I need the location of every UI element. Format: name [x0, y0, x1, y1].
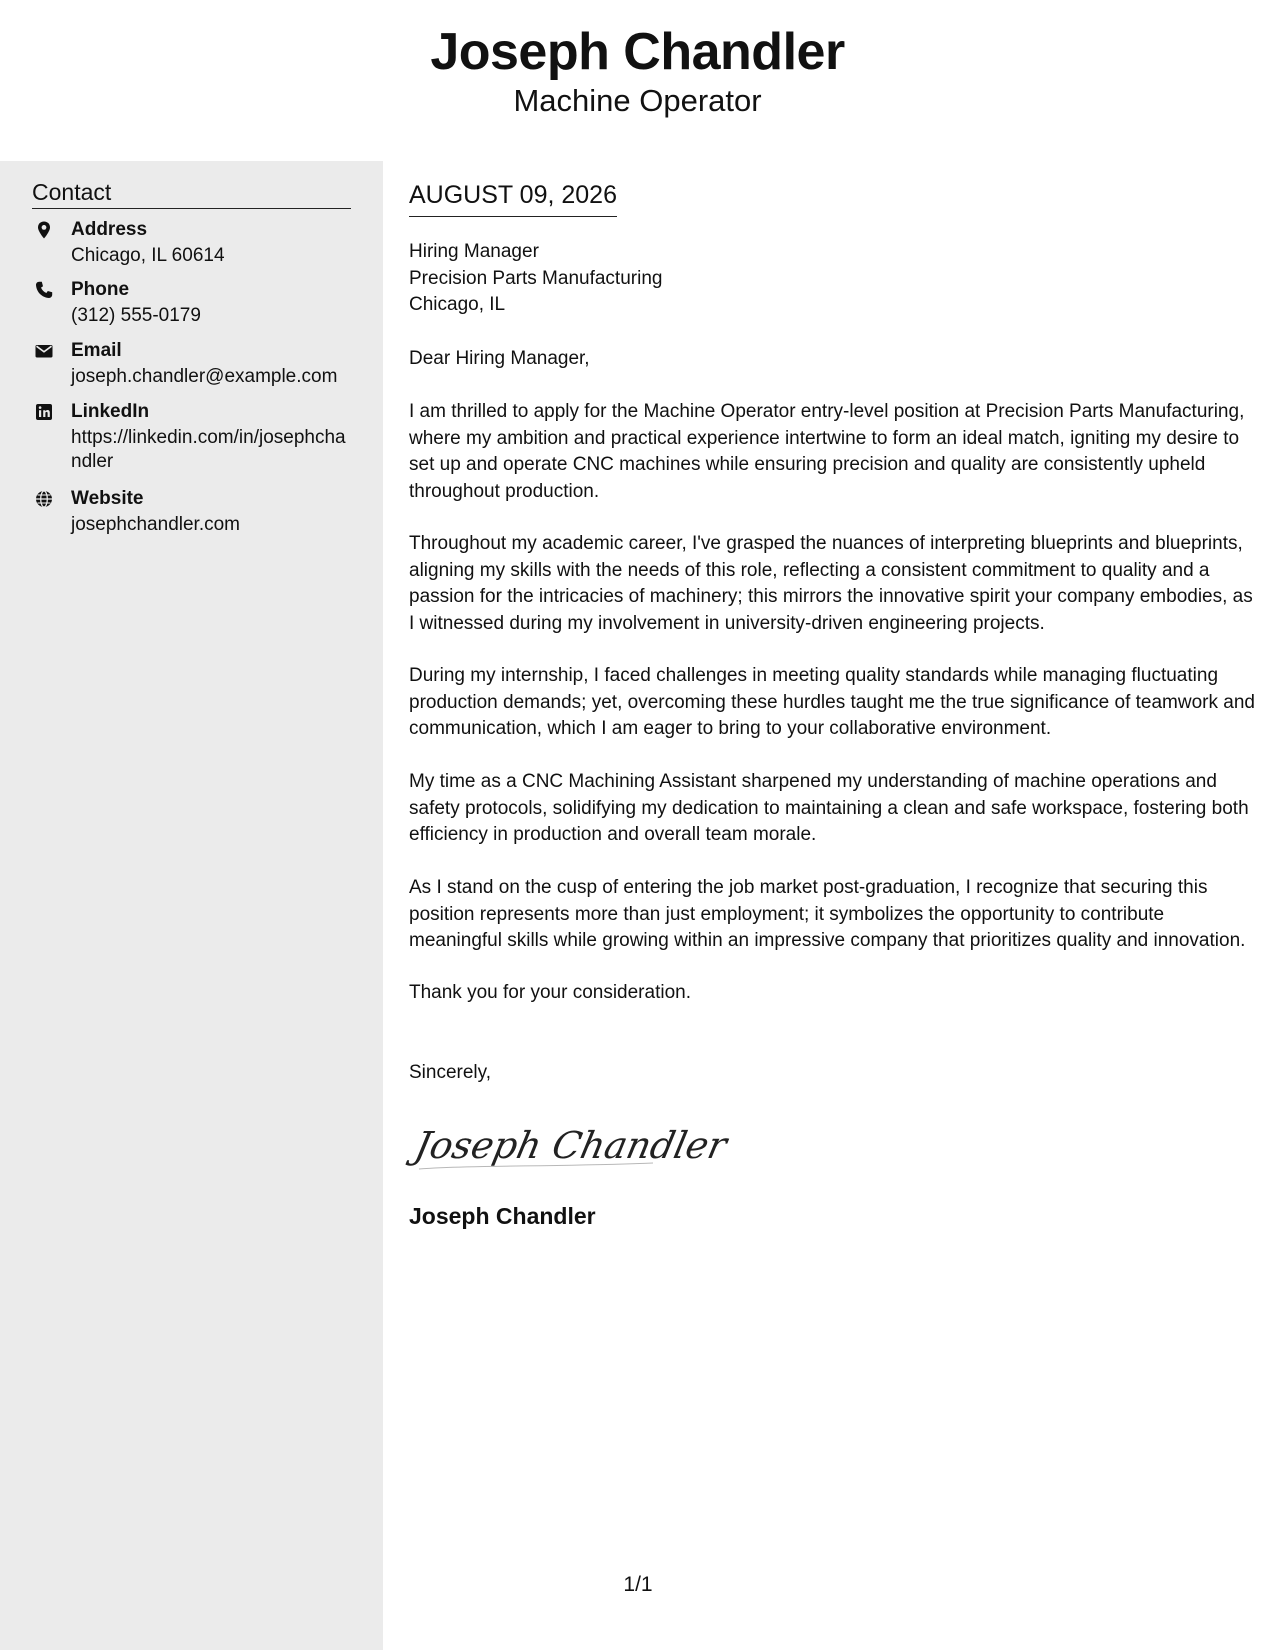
- contact-value: joseph.chandler@example.com: [71, 366, 338, 387]
- signature-text: Joseph Chandler: [411, 1123, 731, 1167]
- recipient-line: Precision Parts Manufacturing: [409, 267, 663, 289]
- recipient-line: Chicago, IL: [409, 294, 506, 315]
- contact-value: (312) 555-0179: [71, 305, 201, 326]
- contact-label: Address: [71, 219, 148, 240]
- contact-value: josephchandler.com: [71, 514, 240, 535]
- envelope-icon: [34, 341, 54, 361]
- map-pin-icon: [34, 220, 54, 240]
- letter-paragraph: As I stand on the cusp of entering the job market post-graduation, I recognize that securing this position represents more than just employment; it symbolizes the opportunity to contribute meaningful skills while growing within an impressive company that prioritizes quality and innovation.: [409, 877, 1246, 951]
- globe-icon: [34, 489, 54, 509]
- handwritten-signature: [411, 1111, 731, 1181]
- letter-header: [0, 0, 1275, 161]
- phone-icon: [34, 280, 54, 300]
- contact-label: LinkedIn: [71, 401, 150, 422]
- contact-label: Website: [71, 488, 144, 509]
- letter-paragraph: Thank you for your consideration.: [409, 982, 691, 1003]
- letter-paragraph: Throughout my academic career, I've grasped the nuances of interpreting blueprints and blueprints, aligning my skills with the needs of this role, reflecting a consistent commitment to quality and a passion for the intricacies of machinery; this mirrors the innovative spirit your company embodies, as I witnessed during my involvement in university-driven engineering projects.: [409, 533, 1253, 634]
- closing: Sincerely,: [409, 1062, 492, 1083]
- letter-paragraph: During my internship, I faced challenges in meeting quality standards while managing fluctuating production demands; yet, overcoming these hurdles taught me the true significance of teamwork and communication, which I am eager to bring to your collaborative environment.: [409, 665, 1255, 739]
- letter-paragraph: My time as a CNC Machining Assistant sharpened my understanding of machine operations and safety protocols, solidifying my dedication to maintaining a clean and safe workspace, fostering both efficiency in production and overall team morale.: [409, 771, 1249, 845]
- contact-value: https://linkedin.com/in/josephchandler: [71, 427, 346, 472]
- signer-name: Joseph Chandler: [409, 1203, 596, 1229]
- letter-date: AUGUST 09, 2026: [409, 179, 617, 217]
- salutation: Dear Hiring Manager,: [409, 348, 590, 369]
- contact-label: Phone: [71, 279, 130, 300]
- applicant-job-title: Machine Operator: [513, 83, 762, 118]
- contact-sidebar: [0, 161, 383, 1650]
- recipient-line: Hiring Manager: [409, 241, 539, 262]
- letter-paragraph: I am thrilled to apply for the Machine Operator entry-level position at Precision Parts Manufacturing, where my ambition and practical experience intertwine to form an ideal match, igniting my desire to set up and operate CNC machines while ensuring precision and quality are consistently upheld throughout production.: [409, 401, 1245, 502]
- page-number: 1/1: [623, 1573, 653, 1596]
- linkedin-icon: [34, 402, 54, 422]
- recipient-block: [409, 239, 662, 319]
- applicant-name: Joseph Chandler: [430, 23, 845, 81]
- contact-value: Chicago, IL 60614: [71, 245, 225, 266]
- contact-heading: Contact: [32, 177, 351, 209]
- contact-label: Email: [71, 340, 122, 361]
